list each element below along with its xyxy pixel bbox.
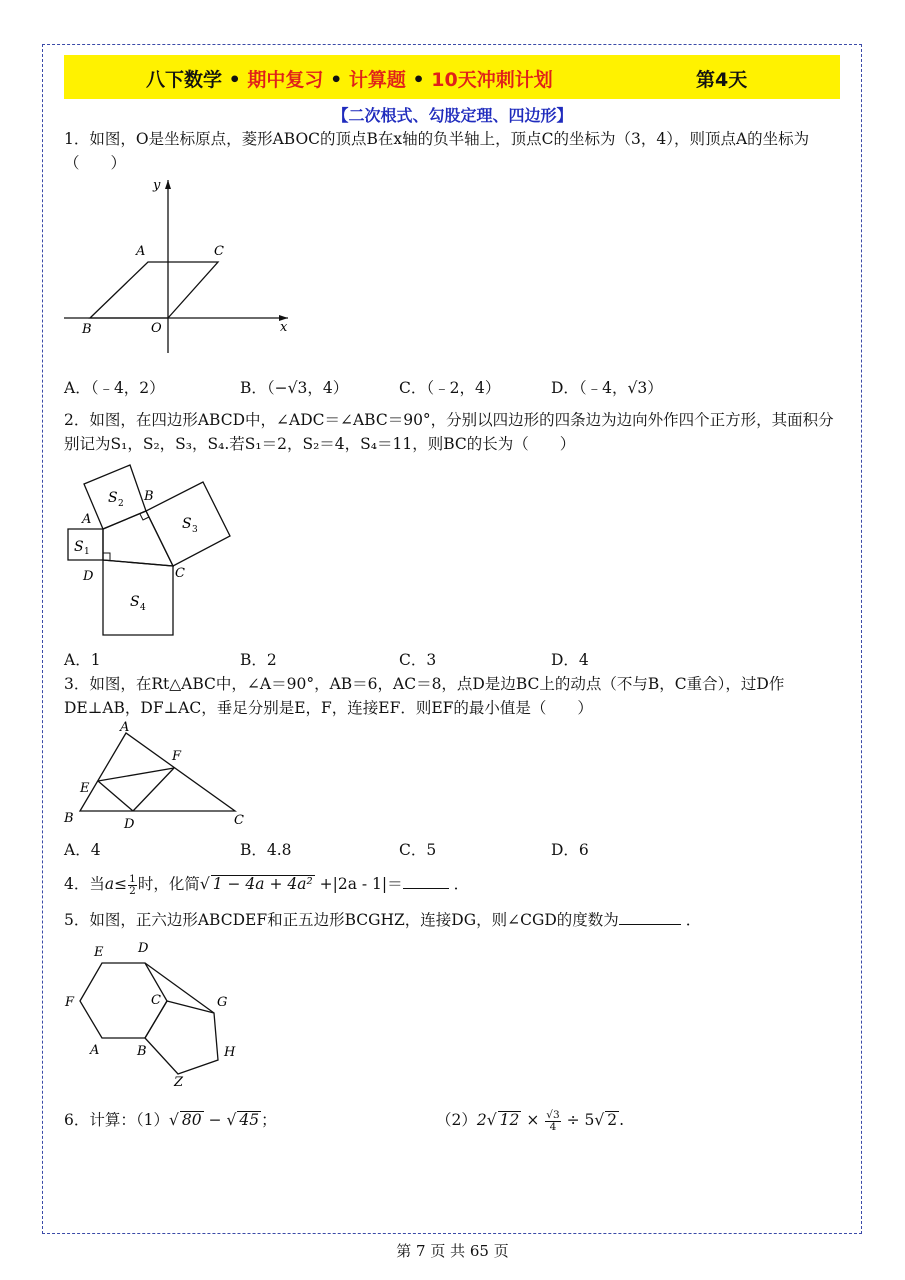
fraction-one-half: $\frac{1}{2}$ [129, 872, 136, 897]
label-Z: Z [174, 1075, 184, 1088]
q6-part2: （2）2√ 12 × $\frac{√3}{4}$ ÷ 5√ 2 . [436, 1108, 625, 1133]
q6-radicand-80: 80 [181, 1111, 202, 1129]
q1-option-c[interactable]: C．（﹣2，4） [399, 379, 501, 397]
label-E: E [94, 945, 104, 960]
q3-option-c[interactable]: C．5 [399, 841, 437, 859]
q6-radicand-45: 45 [239, 1111, 260, 1129]
q1-option-b[interactable]: B．（−√3，4） [240, 379, 349, 397]
page-footer: 第 7 页 共 65 页 [396, 1242, 509, 1260]
label-B: B [64, 811, 74, 826]
q2-figure [60, 462, 235, 642]
q6-radicand-2: 2 [607, 1111, 618, 1129]
fraction-sqrt3-over-4: $\frac{√3}{4}$ [546, 1108, 560, 1133]
quadrilateral-ABCD [103, 511, 173, 566]
svg-text:1: 1 [84, 547, 90, 557]
svg-text:3: 3 [192, 525, 198, 535]
q2-option-b[interactable]: B．2 [240, 651, 277, 669]
q4-answer-blank[interactable] [403, 874, 449, 889]
q4-radicand: 1 − 4a + 4a² [212, 875, 313, 893]
rhombus-ABOC [90, 262, 218, 318]
question-1-stem: 1．如图，O是坐标原点，菱形ABOC的顶点B在x轴的负半轴上，顶点C的坐标为（3，4），则顶点A的坐标为（ ） [64, 130, 810, 172]
q2-option-d[interactable]: D．4 [551, 651, 589, 669]
question-3-stem: 3．如图，在Rt△ABC中，∠A＝90°，AB＝6，AC＝8，点D是边BC上的动点（不与B，C重合），过D作DE⊥AB，DF⊥AC，垂足分别是E，F，连接EF．则EF的最小值是（ ） [64, 675, 785, 717]
label-A: A [82, 512, 92, 527]
q2-option-a[interactable]: A．1 [64, 651, 101, 669]
pentagon-BCGHZ [145, 1001, 218, 1074]
q3-option-a[interactable]: A．4 [64, 841, 101, 859]
question-6: 6．计算：（1）√ 80 − √ 45 ； （2）2√ 12 × $\frac{√3}{4}$ ÷ 5√ 2 . [64, 1108, 625, 1133]
label-E: E [80, 781, 90, 796]
y-axis-arrow [165, 180, 171, 189]
q1-option-a[interactable]: A．（﹣4，2） [64, 379, 165, 397]
q2-option-c[interactable]: C．3 [399, 651, 437, 669]
label-F: F [65, 995, 75, 1010]
q5-answer-blank[interactable] [619, 910, 681, 925]
label-A: A [120, 720, 130, 735]
label-C: C [151, 993, 161, 1008]
part1-label: 期中复习 [247, 69, 324, 91]
label-O: O [151, 321, 162, 336]
section-subtitle: 【二次根式、勾股定理、四边形】 [332, 106, 573, 125]
label-A: A [136, 244, 146, 259]
label-D: D [124, 817, 135, 832]
q3-figure [60, 718, 255, 833]
svg-text:4: 4 [140, 603, 146, 613]
label-S2: S [108, 490, 118, 506]
triangle-ABC [80, 733, 235, 811]
q6-radicand-12: 12 [499, 1111, 520, 1129]
part3-label: 10天冲刺计划 [431, 69, 553, 91]
label-F: F [172, 749, 182, 764]
q3-option-d[interactable]: D．6 [551, 841, 589, 859]
q1-figure [60, 175, 310, 360]
question-4: 4．当a≤ $\frac{1}{2}$ 时，化简√ 1 − 4a + 4a² +|2a - 1|＝ ． [64, 872, 470, 897]
day-label: 第4天 [696, 69, 748, 91]
label-D: D [83, 569, 94, 584]
banner-title: 八下数学 • 期中复习 • 计算题 • 10天冲刺计划 [146, 69, 553, 91]
label-S4: S [130, 594, 140, 610]
label-x: x [280, 320, 288, 335]
question-2-stem: 2．如图，在四边形ABCD中，∠ADC＝∠ABC＝90°，分别以四边形的四条边为边向外作四个正方形，其面积分别记为S₁，S₂，S₃，S₄.若S₁＝2，S₂＝4，S₄＝11，则BC的长为（ ） [64, 411, 834, 453]
label-S1: S [74, 539, 84, 555]
label-D: D [138, 941, 149, 956]
right-angle-D [103, 553, 110, 560]
label-G: G [217, 995, 228, 1010]
q5-figure [60, 938, 245, 1088]
label-B: B [82, 322, 92, 337]
label-B: B [137, 1044, 147, 1059]
q1-option-d[interactable]: D．（﹣4，√3） [551, 379, 663, 397]
label-S3: S [182, 516, 192, 532]
q2-options [64, 648, 844, 672]
q3-options [64, 838, 844, 862]
label-A: A [90, 1043, 100, 1058]
question-5: 5．如图，正六边形ABCDEF和正五边形BCGHZ，连接DG，则∠CGD的度数为 ． [64, 911, 702, 929]
segment-DE [98, 781, 133, 811]
q3-option-b[interactable]: B．4.8 [240, 841, 292, 859]
title-banner [64, 55, 840, 99]
label-C: C [214, 244, 224, 259]
q1-options [64, 376, 844, 400]
label-H: H [224, 1045, 236, 1060]
label-C: C [234, 813, 244, 828]
svg-text:2: 2 [118, 499, 124, 509]
label-y: y [153, 178, 161, 193]
label-C: C [175, 566, 185, 581]
label-B: B [144, 489, 154, 504]
subject-label: 八下数学 [146, 69, 223, 91]
part2-label: 计算题 [348, 69, 406, 91]
